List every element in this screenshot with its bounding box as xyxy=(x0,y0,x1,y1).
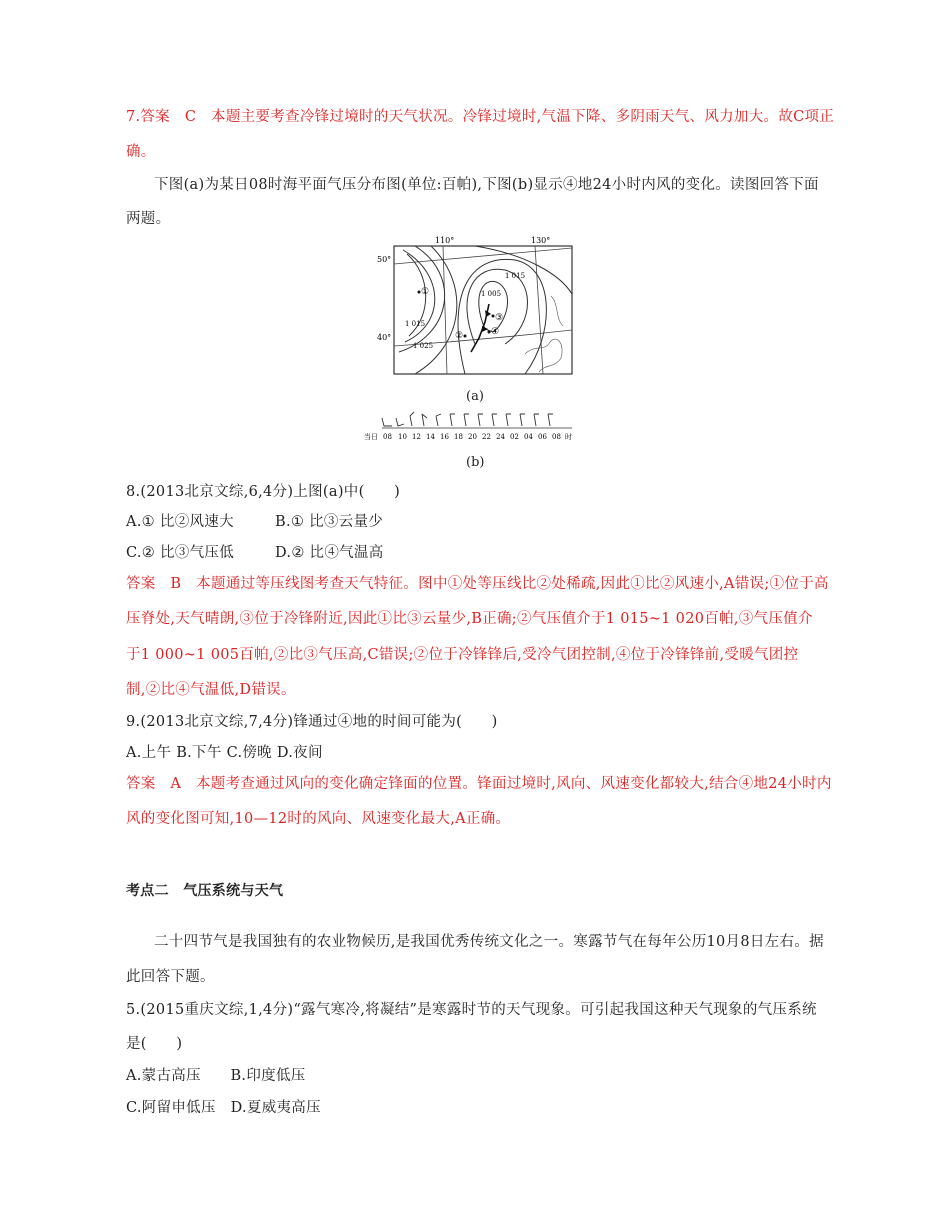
time-label: 时 xyxy=(565,433,572,441)
time-label: 06 xyxy=(538,433,547,441)
q5-options-ab: A.蒙古高压 B.印度低压 xyxy=(126,1068,306,1084)
point-label-4: ④ xyxy=(491,327,500,337)
q9-answer-line1: 答案 A 本题考查通过风向的变化确定锋面的位置。锋面过境时,风向、风速变化都较大,结合④地24小时内 xyxy=(126,776,832,792)
q7-answer-line2: 确。 xyxy=(126,144,156,160)
q9-options: A.上午 B.下午 C.傍晚 D.夜间 xyxy=(126,745,323,761)
q8-answer-line4: 制,②比④气温低,D错误。 xyxy=(126,682,296,698)
intro-line1: 下图(a)为某日08时海平面气压分布图(单位:百帕),下图(b)显示④地24小时内风的变化。读图回答下面 xyxy=(154,177,819,193)
q8-answer-line1: 答案 B 本题通过等压线图考查天气特征。图中①处等压线比②处稀疏,因此①比②风速小,A错误;①位于高 xyxy=(126,576,829,592)
q7-answer-line1: 7.答案 C 本题主要考查冷锋过境时的天气状况。冷锋过境时,气温下降、多阴雨天气、风力加大。故C项正 xyxy=(126,109,835,125)
q8-option-d: D.② 比④气温高 xyxy=(275,545,384,561)
time-label: 当日 xyxy=(364,433,378,441)
passage-line1: 二十四节气是我国独有的农业物候历,是我国优秀传统文化之一。寒露节气在每年公历10月8日左右。据 xyxy=(154,934,824,950)
q8-answer-line2: 压脊处,天气晴朗,③位于冷锋附近,因此①比③云量少,B正确;②气压值介于1 015~1 020百帕,③气压值介 xyxy=(126,611,813,627)
time-label: 14 xyxy=(426,433,435,441)
q8-stem: 8.(2013北京文综,6,4分)上图(a)中( ) xyxy=(126,484,401,500)
intro-line2: 两题。 xyxy=(126,211,171,227)
q5-stem-line1: 5.(2015重庆文综,1,4分)“露气寒冷,将凝结”是寒露时节的天气现象。可引起我国这种天气现象的气压系统 xyxy=(126,1002,817,1018)
time-label: 04 xyxy=(524,433,533,441)
figure-b-caption: (b) xyxy=(466,455,485,470)
time-label: 08 xyxy=(383,433,392,441)
lon-label-130: 130° xyxy=(531,236,551,245)
isobar-label: 1 005 xyxy=(481,290,502,298)
isobar-label: 1 015 xyxy=(505,272,526,280)
figure-a-isobar-map xyxy=(375,234,575,382)
q8-option-c: C.② 比③气压低 xyxy=(126,545,234,561)
q9-answer-line2: 风的变化图可知,10—12时的风向、风速变化最大,A正确。 xyxy=(126,811,511,827)
lat-label-40: 40° xyxy=(377,333,392,342)
q5-options-cd: C.阿留申低压 D.夏威夷高压 xyxy=(126,1100,321,1116)
time-label: 12 xyxy=(412,433,421,441)
point-label-1: ① xyxy=(421,287,430,297)
time-label: 10 xyxy=(398,433,407,441)
lon-label-110: 110° xyxy=(435,236,455,245)
q5-stem-line2: 是( ) xyxy=(126,1036,183,1052)
figure-a-caption: (a) xyxy=(466,389,484,404)
lat-label-50: 50° xyxy=(377,255,392,264)
q8-answer-line3: 于1 000~1 005百帕,②比③气压高,C错误;②位于冷锋锋后,受冷气团控制,④位于冷锋锋前,受暖气团控 xyxy=(126,647,799,663)
time-label: 08 xyxy=(552,433,561,441)
point-label-2: ② xyxy=(455,331,464,341)
time-label: 22 xyxy=(482,433,491,441)
point-label-3: ③ xyxy=(495,313,504,323)
time-label: 02 xyxy=(510,433,519,441)
figure-b-wind-chart xyxy=(364,406,586,442)
section-heading: 考点二 气压系统与天气 xyxy=(126,883,284,899)
time-label: 20 xyxy=(468,433,477,441)
time-label: 24 xyxy=(496,433,505,441)
q8-option-b: B.① 比③云量少 xyxy=(275,514,384,530)
q9-stem: 9.(2013北京文综,7,4分)锋通过④地的时间可能为( ) xyxy=(126,714,498,730)
isobar-label: 1 025 xyxy=(413,342,434,350)
passage-line2: 此回答下题。 xyxy=(126,969,215,985)
time-label: 18 xyxy=(454,433,463,441)
q8-option-a: A.① 比②风速大 xyxy=(126,514,234,530)
isobar-label: 1 015 xyxy=(405,320,426,328)
time-label: 16 xyxy=(440,433,449,441)
